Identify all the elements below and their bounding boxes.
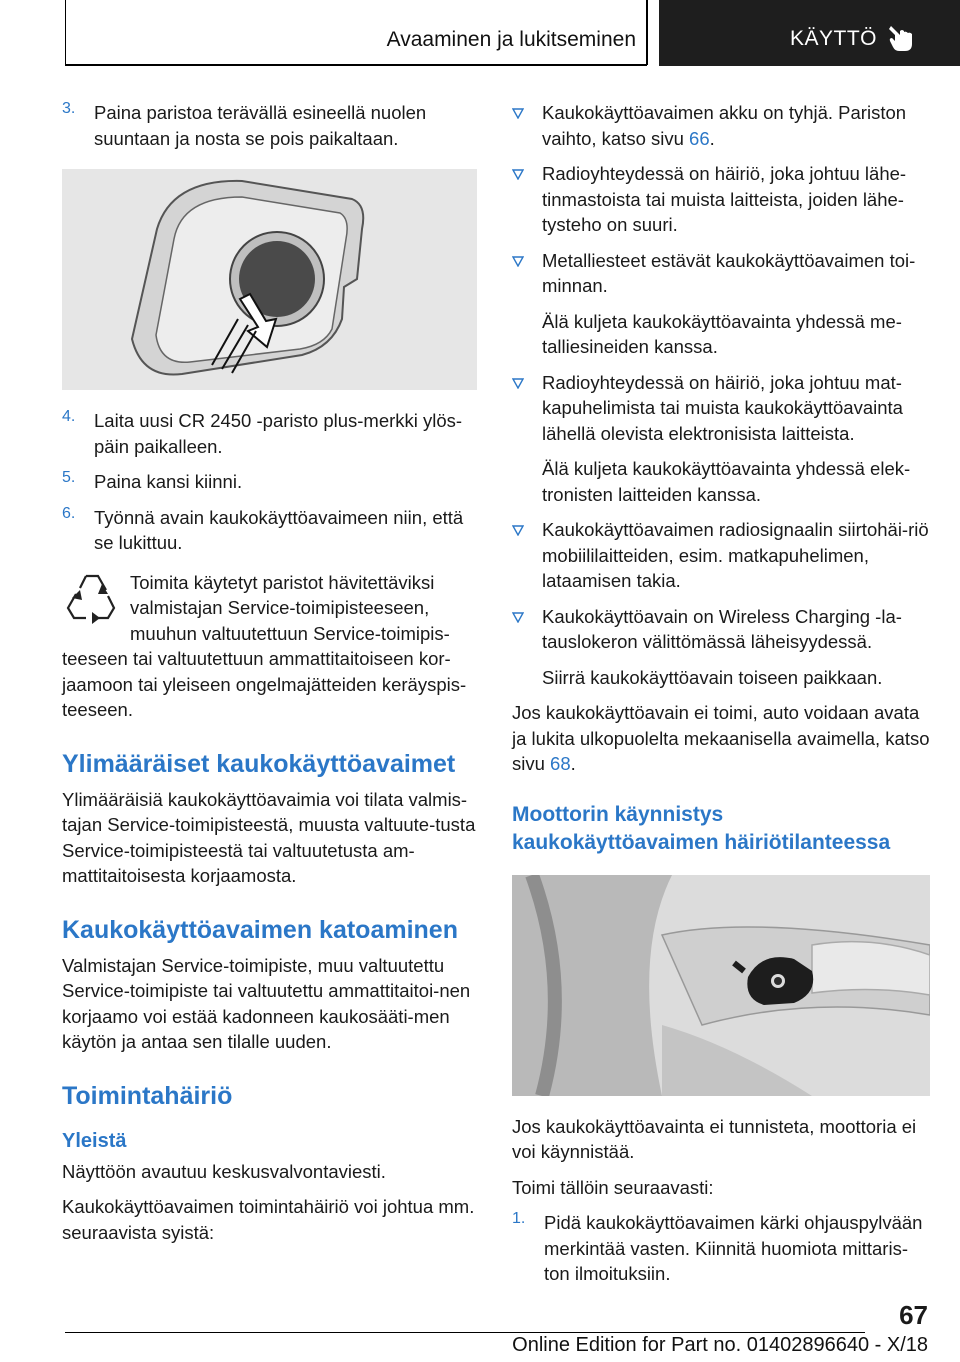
triangle-bullet-icon	[512, 255, 524, 267]
triangle-bullet-icon	[512, 377, 524, 389]
step-number: 6.	[62, 504, 76, 522]
step-text: Paina paristoa terävällä esineellä nuolen suuntaan ja nosta se pois paikaltaan.	[94, 102, 427, 149]
triangle-bullet-icon	[512, 168, 524, 180]
cause-text: Kaukokäyttöavaimen akku on tyhjä. Pariston vaihto, katso sivu 66.	[542, 102, 907, 149]
recycling-note	[62, 570, 477, 723]
heading-extra-keys: Ylimääräiset kaukokäyttöavaimet	[62, 749, 456, 778]
paragraph-general-1: Näyttöön avautuu keskusvalvontaviesti.	[62, 1160, 386, 1182]
cause-advice: Siirrä kaukokäyttöavain toiseen paikkaan.	[542, 666, 883, 688]
cause-advice: Älä kuljeta kaukokäyttöavainta yhdessä elek-tronisten laitteiden kanssa.	[542, 458, 911, 505]
key-battery-illustration	[62, 169, 477, 390]
chapter-title: KÄYTTÖ	[789, 27, 877, 50]
page-number: 67	[899, 1300, 928, 1330]
paragraph-start-1: Jos kaukokäyttöavainta ei tunnisteta, moottoria ei voi käynnistää.	[512, 1115, 917, 1162]
step-text: Työnnä avain kaukokäyttöavaimeen niin, että se lukittuu.	[94, 506, 464, 553]
footer-rule	[65, 1332, 865, 1333]
right-column	[512, 100, 930, 1297]
triangle-bullet-icon	[512, 107, 524, 119]
left-column	[62, 100, 477, 1255]
cause-advice: Älä kuljeta kaukokäyttöavainta yhdessä me-talliesineiden kanssa.	[542, 310, 902, 357]
steering-column-illustration	[512, 875, 930, 1096]
heading-general: Yleistä	[62, 1129, 127, 1152]
header-rule-left	[65, 0, 66, 65]
recycle-text-b: teeseen tai valtuutettuun ammattitaitoiseen kor-jaamoon tai yleiseen ongelmajätteiden keräyspis-teeseen.	[62, 648, 467, 720]
recycle-icon	[62, 570, 122, 626]
cause-item	[512, 370, 930, 508]
page-link-68[interactable]: 68	[550, 753, 571, 774]
chapter-tab[interactable]	[659, 0, 960, 66]
cause-text: Kaukokäyttöavaimen radiosignaalin siirtohäi-riö mobiililaitteiden, esim. matkapuhelimen, lataamisen takia.	[542, 519, 929, 591]
key-fob-battery-image	[62, 169, 477, 390]
cause-text: Kaukokäyttöavain on Wireless Charging -la-tauslokeron välittömässä läheisyydessä.	[542, 605, 902, 652]
step-4	[62, 408, 477, 459]
header-rule-bottom	[65, 64, 647, 66]
cause-item	[512, 100, 930, 151]
header-rule-right	[646, 0, 648, 65]
paragraph-mechanical-key: Jos kaukokäyttöavain ei toimi, auto voidaan avata ja lukita ulkopuolelta mekaanisella avaimella, katso sivu 68.	[512, 702, 930, 774]
step-number: 4.	[62, 408, 76, 425]
pointing-hand-icon	[887, 22, 915, 54]
step-1	[512, 1210, 930, 1287]
paragraph-extra-keys: Ylimääräisiä kaukokäyttöavaimia voi tilata valmis-tajan Service-toimipisteestä, muusta valtuute-tusta Service-toimipisteestä tai valtuutetusta am-mattitaitoisesta korjaamosta.	[62, 788, 476, 886]
heading-lost-key: Kaukokäyttöavaimen katoaminen	[62, 915, 458, 944]
recycle-text-a: Toimita käytetyt paristot hävitettäviksi valmistajan Service-toimipisteeseen, muuhun valtuutettuun Service-toimipis-	[130, 571, 450, 644]
step-number: 5.	[62, 469, 76, 486]
section-title: Avaaminen ja lukitseminen	[386, 28, 636, 51]
step-5	[62, 469, 477, 495]
heading-malfunction: Toimintahäiriö	[62, 1081, 233, 1110]
cause-text: Metalliesteet estävät kaukokäyttöavaimen toi-minnan.	[542, 249, 916, 296]
cause-item	[512, 161, 930, 238]
triangle-bullet-icon	[512, 524, 524, 536]
footer-edition: Online Edition for Part no. 01402896640 - X/18	[512, 1334, 928, 1356]
step-number: 3.	[62, 100, 76, 117]
step-number: 1.	[512, 1210, 526, 1227]
cause-item	[512, 248, 930, 360]
step-text: Paina kansi kiinni.	[94, 471, 243, 492]
step-text: Laita uusi CR 2450 -paristo plus-merkki ylös-päin paikalleen.	[94, 410, 463, 457]
key-at-steering-column-image	[512, 875, 930, 1096]
cause-text: Radioyhteydessä on häiriö, joka johtuu mat-kapuhelimista tai muista kaukokäyttöavainta lähellä olevista elektronisista laitteista.	[542, 371, 903, 444]
heading-engine-start: Moottorin käynnistys kaukokäyttöavaimen häiriötilanteessa	[512, 802, 891, 854]
step-3	[62, 100, 477, 151]
cause-text: Radioyhteydessä on häiriö, joka johtuu lähe-tinmastoista tai muista laitteista, joiden lähe-tysteho on suuri.	[542, 163, 907, 235]
step-text: Pidä kaukokäyttöavaimen kärki ohjauspylvään merkintää vasten. Kiinnitä huomiota mittaris-ton ilmoituksiin.	[544, 1212, 923, 1284]
paragraph-start-2: Toimi tällöin seuraavasti:	[512, 1176, 714, 1198]
paragraph-general-2: Kaukokäyttöavaimen toimintahäiriö voi johtua mm. seuraavista syistä:	[62, 1196, 475, 1243]
step-6	[62, 505, 477, 556]
paragraph-lost-key: Valmistajan Service-toimipiste, muu valtuutettu Service-toimipiste tai valtuutettu ammattitaitoi-nen korjaamo voi estää kadonneen kaukosääti-men käytön ja antaa sen tilalle uuden.	[62, 954, 471, 1052]
triangle-bullet-icon	[512, 611, 524, 623]
page-link-66[interactable]: 66	[689, 127, 710, 149]
cause-item	[512, 517, 930, 594]
cause-item	[512, 604, 930, 691]
